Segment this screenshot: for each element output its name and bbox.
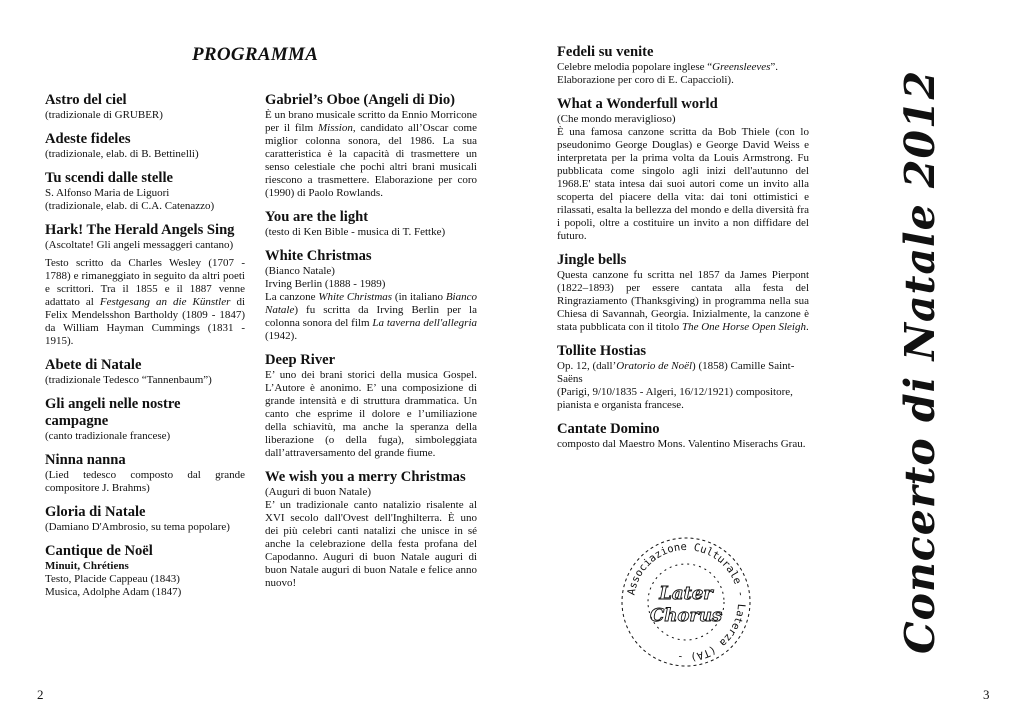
song-subtitle: Minuit, Chrétiens (45, 560, 129, 572)
song-title: Gabriel’s Oboe (Angeli di Dio) (265, 92, 455, 108)
song-title: What a Wonderfull world (557, 96, 718, 112)
program-title: PROGRAMMA (192, 44, 319, 65)
description-text: (in italiano (392, 291, 446, 303)
song-credit: (tradizionale, elab. di B. Bettinelli) (45, 148, 199, 160)
song-subtitle: (Bianco Natale) (265, 265, 335, 277)
program-item (45, 543, 245, 599)
program-item (45, 170, 245, 213)
song-title: Gli angeli nelle nostre campagne (45, 396, 181, 429)
program-item (265, 352, 477, 460)
program-item (265, 209, 477, 239)
program-item (45, 92, 245, 122)
song-title: We wish you a merry Christmas (265, 469, 466, 485)
program-item (45, 222, 245, 348)
song-description (557, 61, 809, 87)
program-item (45, 396, 245, 443)
song-description: È una famosa canzone scritta da Bob Thiele (con lo pseudonimo George Douglas) e George David Weiss e interpretata per la prima volta da Louis Armstrong. Fu pubblicata come singolo agli inizi dell'autunno del 1968.E' stata intesa dai suoi autori come un invito alla scoperta del piacere della vita: dai toni ottimistici e rilassati, esalta la bellezza del mondo e della diversità fra i popoli, oltre a costituire un invito a non diffidare del futuro. (557, 126, 809, 242)
description-text: di Felix Mendelsshon Bartholdy (1809 - 1847) da William Hayman Cummings (1831 - 1915). (45, 296, 246, 347)
program-item (265, 92, 477, 200)
song-title: You are the light (265, 209, 369, 225)
description-text: È un brano musicale scritto da Ennio Morricone per il film (265, 109, 477, 134)
description-text: ”. Elaborazione per coro di E. Capaccioli). (557, 61, 779, 86)
song-description (557, 360, 809, 386)
song-credit: (Damiano D'Ambrosio, su tema popolare) (45, 521, 230, 533)
description-italic: Greensleeves (712, 61, 771, 73)
concert-title-vertical: Concerto di Natale 2012 (896, 69, 944, 654)
program-item (265, 248, 477, 343)
song-description (265, 109, 477, 200)
description-italic: The One Horse Open Sleigh (681, 321, 806, 333)
song-credit: (tradizionale di GRUBER) (45, 109, 163, 121)
program-item (557, 343, 809, 412)
song-title: Deep River (265, 352, 336, 368)
song-author: Irving Berlin (1888 - 1989) (265, 278, 386, 290)
song-subtitle: (Auguri di buon Natale) (265, 486, 371, 498)
song-title: Cantique de Noël (45, 543, 153, 559)
song-title: Tollite Hostias (557, 343, 647, 359)
song-title: Abete di Natale (45, 357, 142, 373)
program-item (45, 452, 245, 495)
song-credit: (tradizionale, elab. di C.A. Catenazzo) (45, 200, 215, 212)
description-text: Op. 12, (dall’ (557, 360, 617, 372)
choir-logo (616, 535, 756, 670)
description-text: Celebre melodia popolare inglese “ (557, 61, 713, 73)
description-italic: White Christmas (318, 291, 393, 303)
logo-emblem (616, 535, 756, 670)
song-author: S. Alfonso Maria de Liguori (45, 187, 170, 199)
logo-word-later: Later (659, 583, 713, 604)
program-item (265, 469, 477, 590)
description-text: Testo scritto da Charles Wesley (1707 - 1788) e rimaneggiato in seguito da altri poeti e scrittori. Tra il 1855 e il 1887 venne adattato al (45, 257, 245, 308)
song-title: Tu scendi dalle stelle (45, 170, 173, 186)
description-italic: La taverna dell'allegria (372, 317, 477, 329)
song-credit: (canto tradizionale francese) (45, 430, 171, 442)
description-text: (1942). (265, 330, 298, 342)
program-item (557, 252, 809, 334)
description-text: La canzone (265, 291, 319, 303)
program-item (45, 131, 245, 161)
song-subtitle: (Che mondo meraviglioso) (557, 113, 676, 125)
song-credit: (tradizionale Tedesco “Tannenbaum”) (45, 374, 212, 386)
program-column-right (557, 44, 809, 460)
description-text: . (806, 321, 809, 333)
song-description (557, 269, 809, 334)
description-italic: Mission (318, 122, 353, 134)
song-title: Astro del ciel (45, 92, 127, 108)
song-title: White Christmas (265, 248, 372, 264)
song-title: Gloria di Natale (45, 504, 146, 520)
program-column-middle (265, 92, 477, 599)
song-credit: (testo di Ken Bible - musica di T. Fettke) (265, 226, 446, 238)
song-title: Fedeli su venite (557, 44, 654, 60)
description-italic: Festgesang an die Künstler (99, 296, 231, 308)
description-italic: Oratorio de Noël (616, 360, 693, 372)
song-credit: Testo, Placide Cappeau (1843) (45, 573, 180, 585)
logo-ring-text: Associazione Culturale - Laterza (TA) - (625, 540, 748, 664)
page-number-right: 3 (983, 687, 990, 702)
song-credit: composto dal Maestro Mons. Valentino Miserachs Grau. (557, 438, 806, 450)
song-description: E’ uno dei brani storici della musica Gospel. L’Autore è anonimo. E’ una composizione di grande intensità e di struttura drammatica. Un canto che esprime il dolore e l’umiliazione della schiavitù, ma anche la speranza della liberazione (o della fuga), simboleggiata dall’attraversamento del grande fiume. (265, 369, 477, 459)
song-title: Cantate Domino (557, 421, 660, 437)
program-item (557, 96, 809, 243)
song-description (265, 291, 477, 343)
song-credit: (Lied tedesco composto dal grande compositore J. Brahms) (45, 469, 245, 494)
page-number-left: 2 (37, 687, 44, 702)
description-text: Questa canzone fu scritta nel 1857 da James Pierpont (1822–1893) per essere cantata alla festa del Ringraziamento (Thanksgiving) in programma nella sua Chiesa di Savannah, Georgia. Inizialmente, la canzone è stata pubblicata con il titolo (557, 269, 809, 333)
song-title: Adeste fideles (45, 131, 131, 147)
song-credit: Musica, Adolphe Adam (1847) (45, 586, 182, 598)
description-text: ) fu scritta da Irving Berlin per la colonna sonora del film (265, 304, 477, 329)
song-subtitle: (Ascoltate! Gli angeli messaggeri cantano) (45, 239, 234, 251)
song-description (45, 257, 245, 348)
song-author: (Parigi, 9/10/1835 - Algeri, 16/12/1921) compositore, pianista e organista francese. (557, 386, 793, 411)
description-text: , candidato all’Oscar come miglior colonna sonora, del 1986. La sua caratteristica è la capacità di trasmettere un senso celestiale che pochi altri brani musicali riescono a trasmettere. Elaborazione per coro (1990) di Paolo Rowlands. (265, 122, 477, 199)
program-item (45, 504, 245, 534)
program-column-left (45, 92, 245, 608)
description-text: ) (1858) Camille Saint-Saëns (557, 360, 795, 385)
program-item (557, 421, 809, 451)
program-item (557, 44, 809, 87)
song-title: Jingle bells (557, 252, 627, 268)
logo-word-chorus: Chorus (649, 605, 723, 626)
song-title: Hark! The Herald Angels Sing (45, 222, 235, 238)
description-italic: Bianco Natale (265, 291, 477, 316)
program-item (45, 357, 245, 387)
song-title: Ninna nanna (45, 452, 126, 468)
song-description: E’ un tradizionale canto natalizio risalente al XVI secolo dall'Ovest dell'Inghilterra. È uno dei più celebri canti natalizi che unisce in sé anche la celebrazione della festa profana del Capodanno. Auguri di buon Natale auguri di buon Natale auguri di buon Natale e felice anno nuovo! (265, 499, 477, 589)
